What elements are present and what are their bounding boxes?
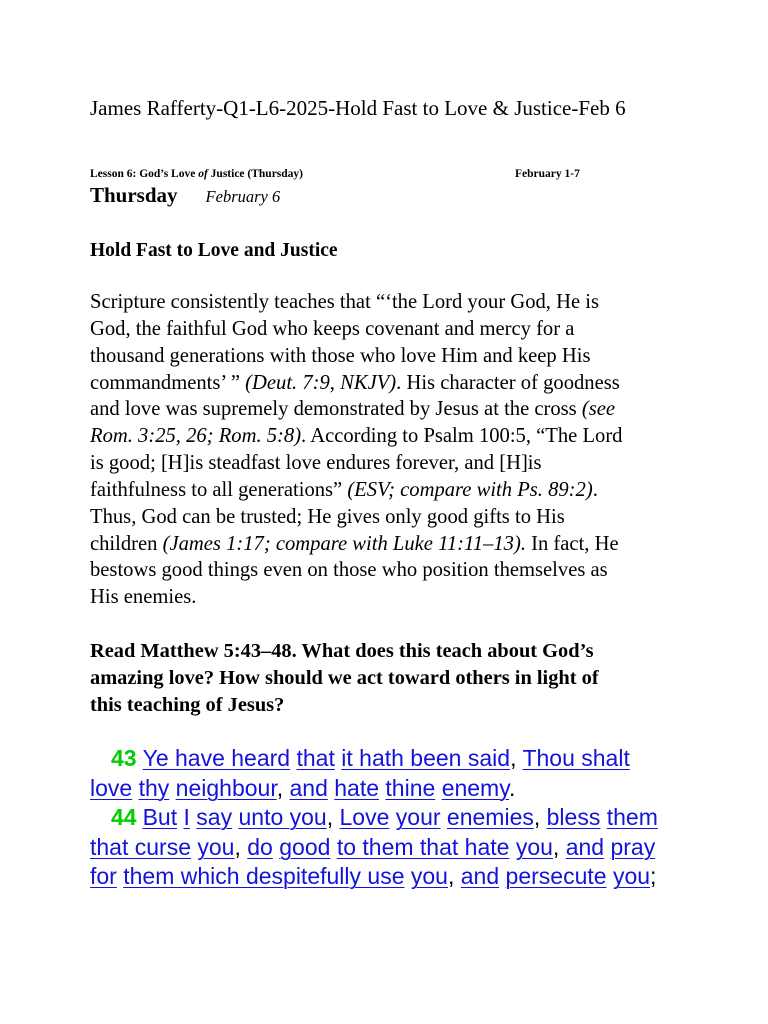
day-line [90, 183, 280, 208]
verse-word-link[interactable]: it hath been said [341, 745, 511, 771]
scripture-reference: (see [581, 398, 616, 421]
verse-punctuation: ; [650, 863, 657, 890]
verse-line [90, 744, 690, 774]
paragraph-line [90, 477, 690, 504]
paragraph-text: His enemies. [90, 586, 197, 609]
question-line: amazing love? How should we act toward others in light of [90, 667, 599, 689]
paragraph-line [90, 584, 690, 611]
scripture-reference: (Deut. 7:9, NKJV) [245, 371, 397, 394]
paragraph-line [90, 531, 690, 558]
verse-word-link[interactable]: persecute [505, 863, 607, 890]
paragraph-line [90, 370, 690, 397]
paragraph-text: and love was supremely demonstrated by Jesus at the cross [90, 398, 582, 421]
verse-line [90, 803, 690, 833]
paragraph-text: faithfulness to all generations” [90, 478, 348, 501]
day-date: February 6 [205, 187, 281, 206]
lesson-header-suffix: Justice (Thursday) [207, 168, 303, 180]
paragraph-text: . [592, 478, 598, 501]
verse-word-link[interactable]: Thou shalt [522, 745, 630, 771]
verse-punctuation: , [510, 745, 523, 771]
paragraph-text: commandments’ ” [90, 371, 246, 394]
lesson-header-of: of [198, 168, 208, 180]
document-title: James Rafferty-Q1-L6-2025-Hold Fast to Love & Justice-Feb 6 [90, 96, 626, 120]
paragraph-text: Thus, God can be trusted; He gives only good gifts to His [90, 505, 565, 528]
verse-word-link[interactable]: that [296, 745, 335, 771]
paragraph-text: children [90, 532, 163, 555]
lesson-date-range: February 1-7 [515, 168, 580, 180]
verse-punctuation: , [533, 804, 547, 831]
verse-word-link[interactable]: you [197, 833, 235, 860]
paragraph-text: . His character of goodness [396, 371, 620, 394]
scripture-reference: Rom. 3:25, 26; Rom. 5:8) [90, 425, 302, 448]
scripture-reference: (James 1:17; compare with Luke 11:11–13). [162, 532, 526, 555]
paragraph-line [90, 557, 690, 584]
verse-word-link[interactable]: you [515, 833, 553, 860]
verse-word-link[interactable]: I [183, 804, 190, 831]
verse-word-link[interactable]: and [289, 774, 328, 801]
bible-verses [90, 744, 690, 892]
verse-punctuation: , [552, 833, 566, 860]
day-name: Thursday [90, 183, 178, 207]
verse-word-link[interactable]: and [460, 863, 500, 890]
paragraph-text: Scripture consistently teaches that “‘the Lord your God, He is [90, 291, 599, 313]
verse-word-link[interactable]: do [247, 833, 273, 860]
verse-word-link[interactable]: enemy [441, 774, 510, 801]
verse-word-link[interactable]: Love [339, 804, 390, 831]
section-heading: Hold Fast to Love and Justice [90, 240, 338, 261]
verse-word-link[interactable]: pray [610, 833, 656, 860]
verse-word-link[interactable]: unto you [238, 804, 327, 831]
verse-word-link[interactable]: thy [138, 774, 170, 801]
paragraph-line [90, 316, 690, 343]
verse-word-link[interactable]: your [395, 804, 441, 831]
verse-word-link[interactable]: neighbour [175, 774, 277, 801]
paragraph-text: . According to Psalm 100:5, “The Lord [301, 425, 623, 448]
verse-word-link[interactable]: that curse [90, 833, 191, 860]
verse-line [90, 774, 690, 804]
verse-punctuation: . [509, 774, 516, 801]
paragraph-line [90, 396, 690, 423]
paragraph-text: In fact, He [525, 532, 619, 555]
verse-word-link[interactable]: But [142, 804, 178, 831]
verse-number: 43 [111, 745, 137, 771]
paragraph-text: is good; [H]is steadfast love endures forever, and [H]is [90, 452, 542, 475]
verse-word-link[interactable]: hate [334, 774, 380, 801]
study-question [90, 638, 690, 719]
verse-word-link[interactable]: Ye have heard [142, 745, 291, 771]
paragraph-line [90, 423, 690, 450]
lesson-header-prefix: Lesson 6: God’s Love [90, 168, 199, 180]
verse-punctuation: , [447, 863, 461, 890]
verse-word-link[interactable]: and [565, 833, 605, 860]
paragraph-line [90, 343, 690, 370]
verse-word-link[interactable]: for [90, 863, 117, 890]
verse-word-link[interactable]: love [90, 774, 133, 801]
paragraph-line [90, 504, 690, 531]
verse-word-link[interactable]: them [606, 804, 658, 831]
verse-word-link[interactable]: say [196, 804, 233, 831]
verse-word-link[interactable]: bless [546, 804, 601, 831]
verse-word-link[interactable]: to them that hate [336, 833, 510, 860]
verse-word-link[interactable]: you [410, 863, 448, 890]
verse-word-link[interactable]: thine [385, 774, 436, 801]
verse-line [90, 833, 690, 863]
verse-word-link[interactable]: you [612, 863, 651, 890]
verse-word-link[interactable]: them which despitefully use [123, 863, 405, 890]
body-paragraph [90, 289, 690, 611]
verse-number: 44 [111, 804, 137, 831]
verse-punctuation: , [234, 833, 248, 860]
verse-punctuation: , [276, 774, 290, 801]
question-line: Read Matthew 5:43–48. What does this teach about God’s [90, 640, 594, 662]
paragraph-text: bestows good things even on those who position themselves as [90, 559, 608, 582]
verse-word-link[interactable]: good [279, 833, 331, 860]
paragraph-text: God, the faithful God who keeps covenant and mercy for a [90, 317, 575, 340]
verse-line [90, 862, 690, 892]
verse-word-link[interactable]: enemies [446, 804, 534, 831]
question-line: this teaching of Jesus? [90, 694, 285, 716]
paragraph-line [90, 450, 690, 477]
paragraph-text: thousand generations with those who love Him and keep His [90, 344, 591, 367]
paragraph-line [90, 289, 690, 316]
scripture-reference: (ESV; compare with Ps. 89:2) [347, 478, 593, 501]
verse-punctuation: , [326, 804, 340, 831]
